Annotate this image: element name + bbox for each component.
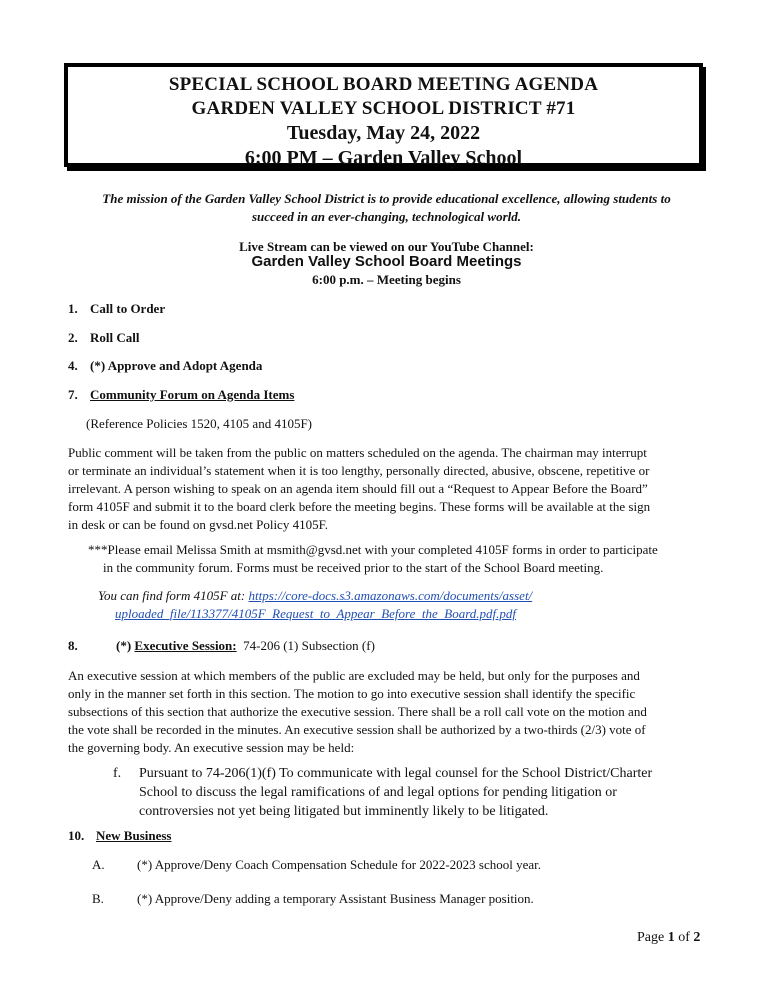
new-business-item-a: A. (*) Approve/Deny Coach Compensation Schedule for 2022-2023 school year.: [92, 857, 541, 872]
page-number: Page 1 of 2: [637, 930, 701, 945]
agenda-item-new-business: 10. New Business: [68, 828, 172, 843]
agenda-item-approve-agenda: 4. (*) Approve and Adopt Agenda: [68, 358, 263, 373]
form-link-block: You can find form 4105F at: https://core-docs.s3.amazonaws.com/documents/asset/ uploaded_file/113377/4105F_Request_to_Appear_Before_the_Board.pdf.pdf: [98, 588, 533, 621]
district-name: GARDEN VALLEY SCHOOL DISTRICT #71: [191, 98, 576, 119]
form-4105f-link[interactable]: https://core-docs.s3.amazonaws.com/documents/asset/: [248, 588, 533, 603]
agenda-item-roll-call: 2. Roll Call: [68, 330, 140, 345]
executive-session-subsection-f: f. Pursuant to 74-206(1)(f) To communicate with legal counsel for the School District/Charter School to discuss the legal ramifications of and legal options for pending litigation or controversies not yet being litigated but imminently likely to be litigated.: [113, 766, 653, 819]
agenda-item-call-to-order: 1. Call to Order: [68, 301, 166, 316]
email-instructions: ***Please email Melissa Smith at msmith@gvsd.net with your completed 4105F forms in order to participate in the community forum. Forms must be received prior to the start of the School Board meeting.: [88, 542, 658, 575]
executive-session-description: An executive session at which members of the public are excluded may be held, but only for the purposes and only in the manner set forth in this section. The motion to go into executive session shall identify the specific subsections of this section that authorize the executive session. There shall be a roll call vote on the motion and the vote shall be recorded in the minutes. An executive session shall be authorized by a two-thirds (2/3) vote of the governing body. An executive session may be held:: [68, 668, 647, 755]
meeting-begins: 6:00 p.m. – Meeting begins: [312, 272, 461, 287]
form-4105f-link-continued[interactable]: uploaded_file/113377/4105F_Request_to_Appear_Before_the_Board.pdf.pdf: [115, 606, 517, 621]
agenda-title: SPECIAL SCHOOL BOARD MEETING AGENDA: [168, 74, 599, 95]
agenda-title-box: [64, 63, 703, 167]
meeting-date: Tuesday, May 24, 2022: [286, 122, 481, 144]
live-stream-heading: Live Stream can be viewed on our YouTube Channel:: [239, 239, 534, 254]
youtube-channel-name: Garden Valley School Board Meetings: [251, 253, 522, 270]
meeting-time-location: 6:00 PM – Garden Valley School: [244, 147, 523, 169]
mission-statement: The mission of the Garden Valley School District is to provide educational excellence, allowing students to succeed in an ever-changing, technological world.: [102, 191, 671, 224]
agenda-item-executive-session: 8. (*) Executive Session: 74-206 (1) Subsection (f): [68, 638, 375, 653]
policy-reference: (Reference Policies 1520, 4105 and 4105F): [86, 416, 313, 431]
new-business-item-b: B. (*) Approve/Deny adding a temporary Assistant Business Manager position.: [92, 891, 534, 906]
public-comment-paragraph: Public comment will be taken from the public on matters scheduled on the agenda. The chairman may interrupt or terminate an individual’s statement when it is too lengthy, personally directed, abusive, obscene, repetitive or irrelevant. A person wishing to speak on an agenda item should fill out a “Request to Appear Before the Board” form 4105F and submit it to the board clerk before the meeting begins. These forms will be available at the sign in desk or can be found on gvsd.net Policy 4105F.: [68, 445, 651, 532]
agenda-item-community-forum: 7. Community Forum on Agenda Items: [68, 387, 295, 402]
